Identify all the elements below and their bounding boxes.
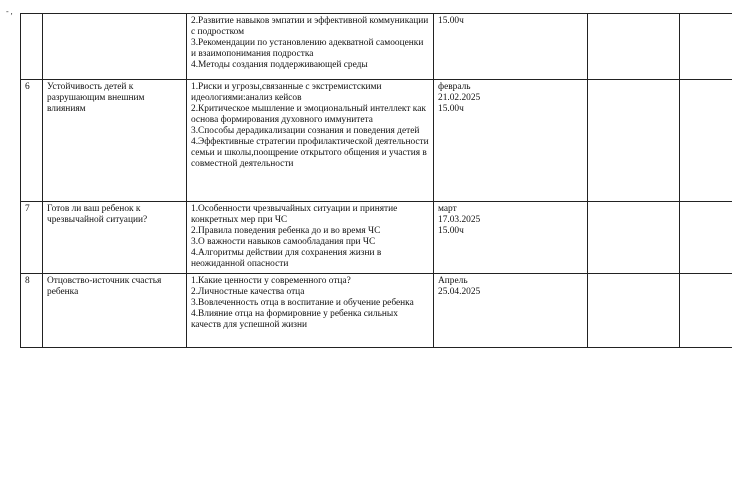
list-item: 4.Эффективные стратегии профилактической деятельности семьи и школы,поощрение открытого общения и участия в совместной деятельности [191,137,429,169]
date-line: 15.00ч [438,226,464,236]
row-items [187,80,434,202]
list-item: 2.Личностные качества отца [191,287,305,297]
empty-cell [680,202,732,274]
empty-cell [680,274,732,348]
table-row [21,274,732,348]
row-date [434,274,588,348]
corner-mark: - , [6,7,13,16]
row-number: 8 [21,274,43,348]
row-date [434,202,588,274]
list-item: 3.Рекомендации по установлению адекватной самооценки и взаимопонимания подростка [191,38,424,59]
row-number: 6 [21,80,43,202]
date-line: 21.02.2025 [438,93,481,103]
list-item: 1.Особенности чрезвычайных ситуации и принятие конкретных мер при ЧС [191,204,398,225]
date-line: март [438,204,457,214]
list-item: 3.Способы дерадикализации сознания и поведения детей [191,126,420,136]
meeting-plan-table [20,13,732,348]
row-date [434,14,588,80]
empty-cell [588,14,680,80]
row-topic: Отцовство-источник счастья ребенка [43,274,187,348]
table-row [21,14,732,80]
date-line: 15.00ч [438,16,464,26]
row-topic [43,14,187,80]
table-row [21,80,732,202]
empty-cell [680,80,732,202]
empty-cell [680,14,732,80]
row-topic: Готов ли ваш ребенок к чрезвычайной ситуации? [43,202,187,274]
list-item: 2.Критическое мышление и эмоциональный интеллект как основа формирования духовного иммунитета [191,104,426,125]
row-items [187,14,434,80]
row-topic: Устойчивость детей к разрушающим внешним влияниям [43,80,187,202]
row-number: 7 [21,202,43,274]
row-number [21,14,43,80]
empty-cell [588,202,680,274]
list-item: 4.Алгоритмы действии для сохранения жизни в неожиданной опасности [191,248,382,269]
date-line: 15.00ч [438,104,464,114]
table-row [21,202,732,274]
row-date [434,80,588,202]
list-item: 1.Какие ценности у современного отца? [191,276,351,286]
list-item: 3.Вовлеченность отца в воспитание и обучение ребенка [191,298,414,308]
empty-cell [588,80,680,202]
row-items [187,274,434,348]
empty-cell [588,274,680,348]
list-item: 2.Развитие навыков эмпатии и эффективной коммуникации с подростком [191,16,429,37]
list-item: 3.О важности навыков самообладания при ЧС [191,237,376,247]
date-line: 25.04.2025 [438,287,481,297]
row-items [187,202,434,274]
date-line: февраль [438,82,471,92]
list-item: 1.Риски и угрозы,связанные с экстремистскими идеологиями:анализ кейсов [191,82,382,103]
list-item: 4.Влияние отца на формировние у ребенка сильных качеств для успешной жизни [191,309,398,330]
date-line: Апрель [438,276,468,286]
list-item: 2.Правила поведения ребенка до и во время ЧС [191,226,381,236]
date-line: 17.03.2025 [438,215,481,225]
list-item: 4.Методы создания поддерживающей среды [191,60,368,70]
